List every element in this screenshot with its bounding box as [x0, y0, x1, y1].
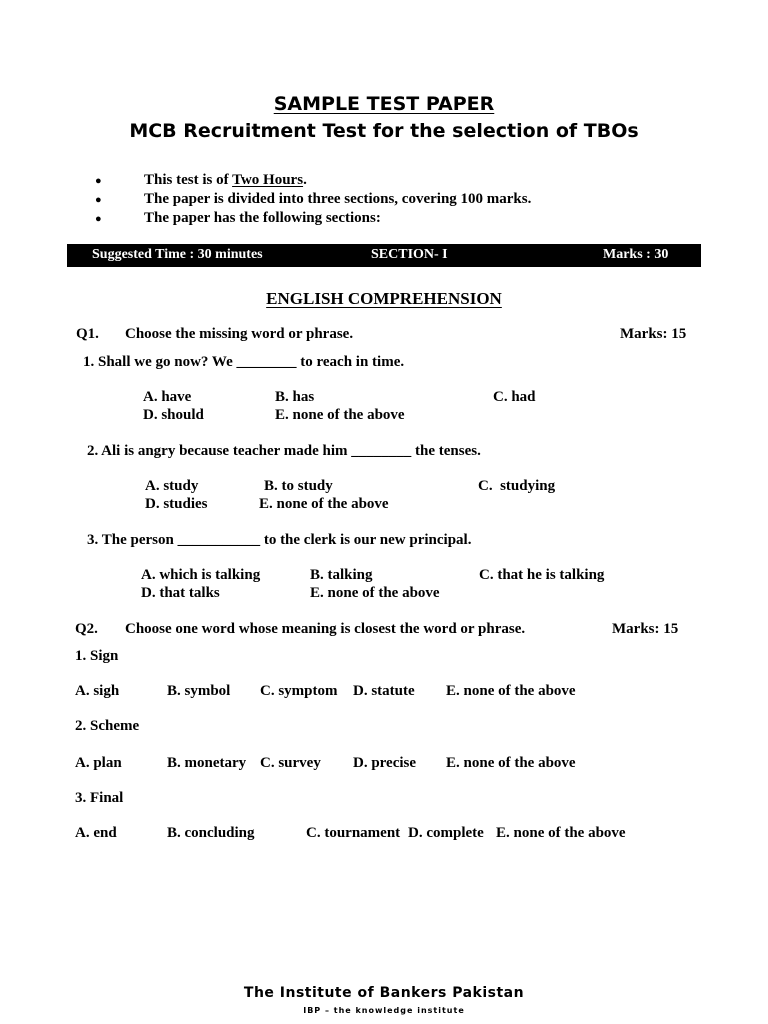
q2-item-1-option-d: D. statute — [353, 683, 415, 699]
footer-tagline: IBP – the knowledge institute — [303, 1006, 465, 1015]
intro-line-1-suffix: . — [303, 172, 307, 188]
q1-item-1-option-d: D. should — [143, 407, 204, 423]
q1-item-2-option-e: E. none of the above — [259, 496, 389, 512]
q2-item-1-option-a: A. sigh — [75, 683, 120, 699]
q1-item-2-option-b: B. to study — [264, 478, 333, 494]
page-title: SAMPLE TEST PAPER — [273, 93, 495, 115]
bullet-icon: ● — [95, 213, 102, 225]
q2-item-2-option-d: D. precise — [353, 755, 417, 771]
q1-instruction: Choose the missing word or phrase. — [125, 326, 354, 342]
section-bar — [67, 244, 701, 267]
q1-item-1-stem: 1. Shall we go now? We ________ to reach in time. — [83, 354, 405, 370]
section-heading: ENGLISH COMPREHENSION — [266, 289, 502, 308]
suggested-time: Suggested Time : 30 minutes — [92, 247, 263, 262]
q1-item-3-stem: 3. The person ___________ to the clerk is our new principal. — [87, 532, 472, 548]
footer-institute: The Institute of Bankers Pakistan — [243, 985, 525, 1001]
intro-line-3: The paper has the following sections: — [144, 210, 381, 226]
q1-item-1-option-b: B. has — [275, 389, 315, 405]
q2-item-3-option-b: B. concluding — [167, 825, 255, 841]
q1-item-3-option-e: E. none of the above — [310, 585, 440, 601]
q1-marks: Marks: 15 — [620, 326, 687, 342]
q1-number: Q1. — [76, 326, 99, 342]
q1-item-3-option-d: D. that talks — [141, 585, 220, 601]
section-marks: Marks : 30 — [603, 247, 669, 262]
intro-line-2: The paper is divided into three sections, covering 100 marks. — [144, 191, 532, 207]
q2-item-2-option-e: E. none of the above — [446, 755, 576, 771]
q1-item-2-stem: 2. Ali is angry because teacher made him ________ the tenses. — [87, 443, 481, 459]
q2-item-2-option-b: B. monetary — [167, 755, 247, 771]
section-label: SECTION- I — [371, 247, 448, 262]
q1-item-1-option-a: A. have — [143, 389, 192, 405]
q1-item-2-option-d: D. studies — [145, 496, 208, 512]
q1-item-3-option-c: C. that he is talking — [479, 567, 605, 583]
q2-item-2-word: 2. Scheme — [75, 718, 140, 734]
q1-item-3-option-b: B. talking — [310, 567, 373, 583]
bullet-icon: ● — [95, 175, 102, 187]
q2-item-2-option-a: A. plan — [75, 755, 122, 771]
q2-item-3-option-a: A. end — [75, 825, 117, 841]
q2-item-3-option-c: C. tournament — [306, 825, 401, 841]
bullet-icon: ● — [95, 194, 102, 206]
q1-item-1-option-c: C. had — [493, 389, 536, 405]
q1-item-2-option-a: A. study — [145, 478, 199, 494]
q2-marks: Marks: 15 — [612, 621, 679, 637]
q2-item-1-option-b: B. symbol — [167, 683, 231, 699]
q1-item-2-option-c: C. studying — [478, 478, 556, 494]
q2-item-1-word: 1. Sign — [75, 648, 119, 664]
q1-item-3-option-a: A. which is talking — [141, 567, 261, 583]
page-subtitle: MCB Recruitment Test for the selection of TBOs — [129, 120, 639, 142]
intro-line-1 — [144, 173, 307, 188]
q2-item-3-option-d: D. complete — [408, 825, 484, 841]
q2-number: Q2. — [75, 621, 98, 637]
intro-line-1-prefix: This test is of — [144, 172, 233, 188]
q2-item-3-option-e: E. none of the above — [496, 825, 626, 841]
q2-item-3-word: 3. Final — [75, 790, 124, 806]
q2-instruction: Choose one word whose meaning is closest the word or phrase. — [125, 621, 526, 637]
q2-item-2-option-c: C. survey — [260, 755, 321, 771]
q2-item-1-option-c: C. symptom — [260, 683, 338, 699]
intro-line-1-emphasis: Two Hours — [232, 172, 304, 188]
q2-item-1-option-e: E. none of the above — [446, 683, 576, 699]
q1-item-1-option-e: E. none of the above — [275, 407, 405, 423]
